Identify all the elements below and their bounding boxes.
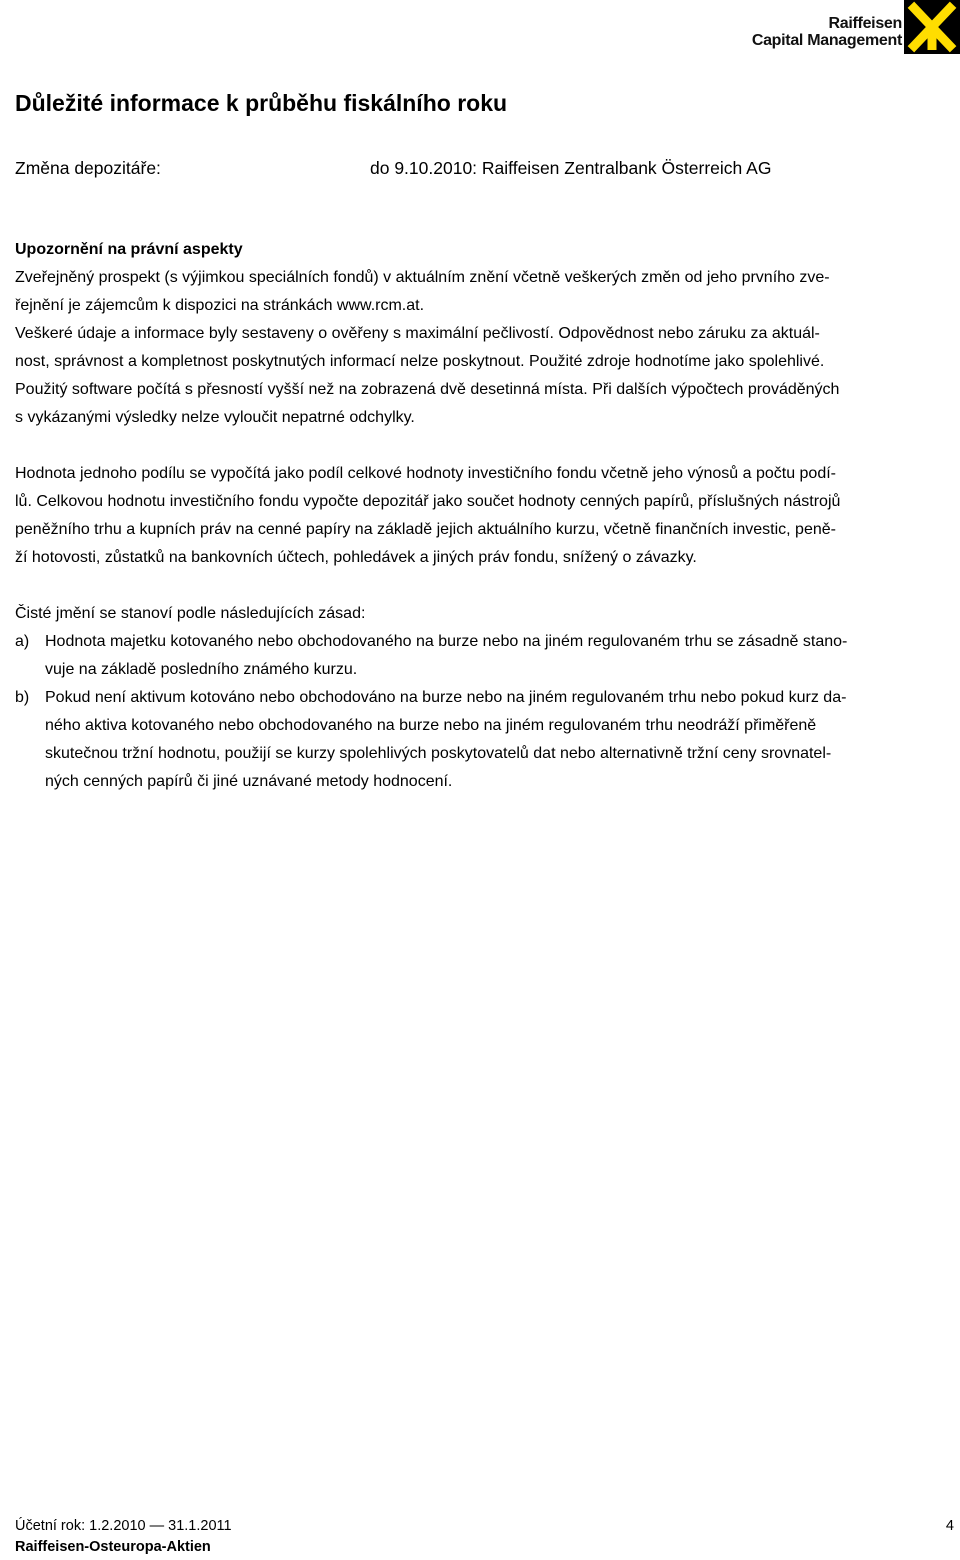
text-line: ného aktiva kotovaného nebo obchodovaného na burze nebo na jiném regulovaném trhu neodráží přiměřeně [45,717,817,734]
fiscal-period: Účetní rok: 1.2.2010 — 31.1.2011 [15,1518,232,1534]
text-line: ných cenných papírů či jiné uznávané metody hodnocení. [45,773,453,790]
text-line: Hodnota majetku kotovaného nebo obchodovaného na burze nebo na jiném regulovaném trhu se zásadně stano- [45,633,848,650]
page-number: 4 [945,1518,954,1534]
legal-heading: Upozornění na právní aspekty [15,241,243,258]
page-title: Důležité informace k průběhu fiskálního roku [15,90,508,116]
legal-paragraph-2 [15,320,952,432]
net-assets-intro: Čisté jmění se stanoví podle následujících zásad: [15,605,366,622]
depositary-change-value: do 9.10.2010: Raiffeisen Zentralbank Österreich AG [370,158,772,178]
net-assets-item-b [15,684,952,796]
text-line: Hodnota jednoho podílu se vypočítá jako podíl celkové hodnoty investičního fondu včetně jeho výnosů a počtu podí- [15,465,836,482]
net-assets-item-a [15,628,952,684]
raiffeisen-gable-cross-icon [904,0,960,54]
text-line: Veškeré údaje a informace byly sestaveny o ověřeny s maximální pečlivostí. Odpovědnost nebo záruku za aktuál- [15,325,820,342]
text-line: Použitý software počítá s přesností vyšší než na zobrazená dvě desetinná místa. Při dalších výpočtech prováděných [15,381,840,398]
text-line: řejnění je zájemcům k dispozici na stránkách www.rcm.at. [15,297,425,314]
footer-info [15,1516,232,1558]
brand-logo-line1: Raiffeisen [828,15,902,32]
text-line: lů. Celkovou hodnotu investičního fondu vypočte depozitář jako součet hodnoty cenných papírů, příslušných nástrojů [15,493,841,510]
text-line: Zveřejněný prospekt (s výjimkou speciálních fondů) v aktuálním znění včetně veškerých změn od jeho prvního zve- [15,269,830,286]
list-marker: a) [15,633,30,650]
fund-name: Raiffeisen-Osteuropa-Aktien [15,1539,211,1555]
brand-logo-text [752,15,902,49]
brand-logo [736,0,960,56]
text-line: peněžního trhu a kupních práv na cenné papíry na základě jejich aktuálního kurzu, včetně finančních investic, peně- [15,521,836,538]
valuation-paragraph [15,460,952,572]
text-line: skutečnou tržní hodnotu, použijí se kurzy spolehlivých poskytovatelů dat nebo alternativně tržní ceny srovnatel- [45,745,832,762]
legal-paragraph-1 [15,264,952,320]
document-body [15,236,952,796]
text-line: Pokud není aktivum kotováno nebo obchodováno na burze nebo na jiném regulovaném trhu nebo pokud kurz da- [45,689,847,706]
text-line: s vykázanými výsledky nelze vyloučit nepatrné odchylky. [15,409,415,426]
paragraph-gap [15,572,952,600]
paragraph-gap [15,432,952,460]
text-line: nost, správnost a kompletnost poskytnutých informací nelze poskytnout. Použité zdroje hodnotíme jako spolehlivé. [15,353,825,370]
brand-logo-line2: Capital Management [751,32,902,49]
depositary-change-label: Změna depozitáře: [15,158,161,178]
text-line: ží hotovosti, zůstatků na bankovních účtech, pohledávek a jiných práv fondu, snížený o závazky. [15,549,697,566]
text-line: vuje na základě posledního známého kurzu. [45,661,358,678]
list-marker: b) [15,689,30,706]
